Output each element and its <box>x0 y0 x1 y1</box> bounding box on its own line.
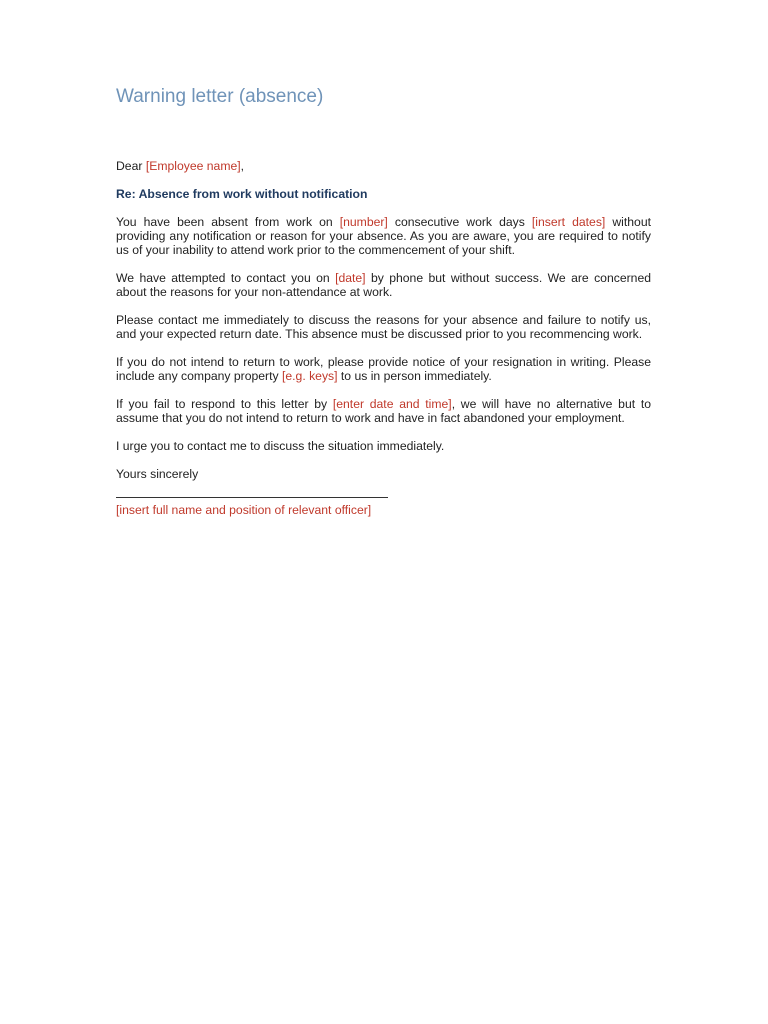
text: If you fail to respond to this letter by <box>116 397 333 411</box>
signature-line <box>116 497 388 498</box>
dates-placeholder: [insert dates] <box>531 215 606 229</box>
letter-title: Warning letter (absence) <box>116 86 324 107</box>
paragraph-contact-attempt <box>116 271 651 299</box>
greeting <box>116 159 651 173</box>
text: , we will have no alternative but to assume that you do not intend to return to work and have in fact abandoned your employment. <box>116 397 651 425</box>
paragraph-urge: I urge you to contact me to discuss the situation immediately. <box>116 439 445 453</box>
employee-name-placeholder: [Employee name] <box>145 159 241 173</box>
number-placeholder: [number] <box>339 215 388 229</box>
letter-body <box>116 159 651 517</box>
text: without providing any notification or reason for your absence. As you are aware, you are required to notify us of your inability to attend work prior to the commencement of your shift. <box>116 215 651 257</box>
date-placeholder: [date] <box>335 271 366 285</box>
paragraph-absence <box>116 215 651 257</box>
property-placeholder: [e.g. keys] <box>281 369 338 383</box>
text: We have attempted to contact you on <box>116 271 336 285</box>
text: If you do not intend to return to work, please provide notice of your resignation in writing. Please include any company property <box>116 355 651 383</box>
greeting-prefix: Dear <box>116 159 146 173</box>
greeting-suffix: , <box>240 159 245 173</box>
datetime-placeholder: [enter date and time] <box>332 397 452 411</box>
signature-placeholder: [insert full name and position of relevant officer] <box>116 503 372 517</box>
text: consecutive work days <box>387 215 532 229</box>
text: You have been absent from work on <box>116 215 340 229</box>
subject-line: Re: Absence from work without notification <box>116 187 368 201</box>
closing: Yours sincerely <box>116 467 199 481</box>
paragraph-contact-request: Please contact me immediately to discuss the reasons for your absence and failure to notify us, and your expected return date. This absence must be discussed prior to you recommencing work. <box>116 313 651 341</box>
text: by phone but without success. We are concerned about the reasons for your non-attendance at work. <box>116 271 651 299</box>
paragraph-resignation <box>116 355 651 383</box>
paragraph-deadline <box>116 397 651 425</box>
text: to us in person immediately. <box>337 369 492 383</box>
